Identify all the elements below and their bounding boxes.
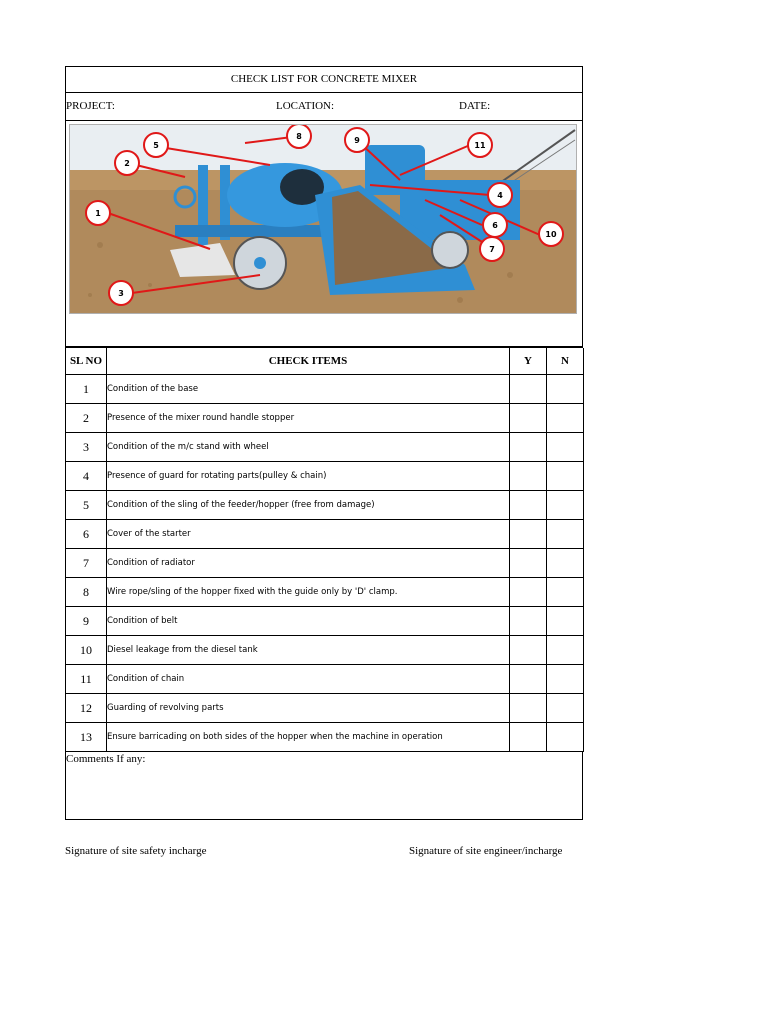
location-label: LOCATION: bbox=[276, 100, 335, 112]
row-no-cell[interactable] bbox=[547, 665, 584, 694]
row-sl-number: 6 bbox=[66, 520, 107, 549]
row-no-cell[interactable] bbox=[547, 607, 584, 636]
row-no-cell[interactable] bbox=[547, 694, 584, 723]
row-check-item: Cover of the starter bbox=[107, 520, 510, 549]
row-yes-cell[interactable] bbox=[510, 433, 547, 462]
row-no-cell[interactable] bbox=[547, 549, 584, 578]
comments-label: Comments If any: bbox=[66, 753, 146, 765]
table-row bbox=[66, 665, 584, 694]
callout-11 bbox=[468, 133, 492, 157]
callout-3 bbox=[109, 281, 133, 305]
row-yes-cell[interactable] bbox=[510, 520, 547, 549]
row-check-item: Condition of the sling of the feeder/hopper (free from damage) bbox=[107, 491, 510, 520]
table-header-row bbox=[66, 348, 584, 375]
header-sl-no: SL NO bbox=[66, 348, 107, 375]
comments-box[interactable] bbox=[65, 752, 583, 820]
callout-9 bbox=[345, 128, 369, 152]
signature-safety-incharge: Signature of site safety incharge bbox=[65, 845, 207, 857]
row-no-cell[interactable] bbox=[547, 375, 584, 404]
row-yes-cell[interactable] bbox=[510, 665, 547, 694]
callout-4 bbox=[488, 183, 512, 207]
row-sl-number: 9 bbox=[66, 607, 107, 636]
svg-text:11: 11 bbox=[474, 141, 486, 150]
table-row bbox=[66, 636, 584, 665]
row-no-cell[interactable] bbox=[547, 723, 584, 752]
row-sl-number: 13 bbox=[66, 723, 107, 752]
checklist-table bbox=[65, 348, 584, 752]
table-row bbox=[66, 694, 584, 723]
table-row bbox=[66, 578, 584, 607]
table-row bbox=[66, 607, 584, 636]
concrete-mixer-photo bbox=[69, 124, 577, 314]
table-row bbox=[66, 723, 584, 752]
date-label: DATE: bbox=[459, 100, 491, 112]
row-sl-number: 10 bbox=[66, 636, 107, 665]
row-sl-number: 8 bbox=[66, 578, 107, 607]
svg-text:8: 8 bbox=[296, 132, 302, 141]
row-check-item: Wire rope/sling of the hopper fixed with the guide only by 'D' clamp. bbox=[107, 578, 510, 607]
row-sl-number: 3 bbox=[66, 433, 107, 462]
row-check-item: Presence of the mixer round handle stopper bbox=[107, 404, 510, 433]
svg-text:2: 2 bbox=[124, 159, 130, 168]
row-sl-number: 2 bbox=[66, 404, 107, 433]
table-row bbox=[66, 433, 584, 462]
project-label: PROJECT: bbox=[66, 100, 115, 112]
row-no-cell[interactable] bbox=[547, 578, 584, 607]
header-yes: Y bbox=[510, 348, 547, 375]
table-row bbox=[66, 491, 584, 520]
callout-2 bbox=[115, 151, 139, 175]
svg-text:10: 10 bbox=[545, 230, 557, 239]
svg-text:1: 1 bbox=[95, 209, 101, 218]
row-check-item: Presence of guard for rotating parts(pulley & chain) bbox=[107, 462, 510, 491]
row-yes-cell[interactable] bbox=[510, 462, 547, 491]
row-no-cell[interactable] bbox=[547, 462, 584, 491]
row-yes-cell[interactable] bbox=[510, 375, 547, 404]
row-yes-cell[interactable] bbox=[510, 723, 547, 752]
table-row bbox=[66, 404, 584, 433]
form-header-box bbox=[65, 66, 583, 348]
row-sl-number: 11 bbox=[66, 665, 107, 694]
row-yes-cell[interactable] bbox=[510, 578, 547, 607]
callout-8 bbox=[287, 125, 311, 148]
row-check-item: Condition of belt bbox=[107, 607, 510, 636]
row-yes-cell[interactable] bbox=[510, 491, 547, 520]
row-sl-number: 5 bbox=[66, 491, 107, 520]
row-no-cell[interactable] bbox=[547, 636, 584, 665]
row-check-item: Guarding of revolving parts bbox=[107, 694, 510, 723]
callout-5 bbox=[144, 133, 168, 157]
row-yes-cell[interactable] bbox=[510, 694, 547, 723]
row-check-item: Condition of the base bbox=[107, 375, 510, 404]
row-check-item: Condition of the m/c stand with wheel bbox=[107, 433, 510, 462]
row-no-cell[interactable] bbox=[547, 433, 584, 462]
row-yes-cell[interactable] bbox=[510, 607, 547, 636]
meta-row bbox=[66, 93, 582, 121]
row-no-cell[interactable] bbox=[547, 404, 584, 433]
row-yes-cell[interactable] bbox=[510, 549, 547, 578]
row-check-item: Diesel leakage from the diesel tank bbox=[107, 636, 510, 665]
row-sl-number: 7 bbox=[66, 549, 107, 578]
row-check-item: Condition of chain bbox=[107, 665, 510, 694]
mixer-illustration bbox=[70, 125, 576, 313]
row-no-cell[interactable] bbox=[547, 491, 584, 520]
table-row bbox=[66, 375, 584, 404]
row-no-cell[interactable] bbox=[547, 520, 584, 549]
header-check-items: CHECK ITEMS bbox=[107, 348, 510, 375]
callout-1 bbox=[86, 201, 110, 225]
form-title: CHECK LIST FOR CONCRETE MIXER bbox=[66, 67, 582, 93]
svg-text:6: 6 bbox=[492, 221, 498, 230]
header-no: N bbox=[547, 348, 584, 375]
photo-row bbox=[66, 121, 582, 347]
svg-text:3: 3 bbox=[118, 289, 124, 298]
svg-text:4: 4 bbox=[497, 191, 503, 200]
checklist-form bbox=[65, 66, 583, 820]
row-yes-cell[interactable] bbox=[510, 404, 547, 433]
callout-10 bbox=[539, 222, 563, 246]
svg-text:5: 5 bbox=[153, 141, 159, 150]
row-check-item: Condition of radiator bbox=[107, 549, 510, 578]
table-row bbox=[66, 520, 584, 549]
table-row bbox=[66, 549, 584, 578]
row-check-item: Ensure barricading on both sides of the hopper when the machine in operation bbox=[107, 723, 510, 752]
row-sl-number: 4 bbox=[66, 462, 107, 491]
svg-text:9: 9 bbox=[354, 136, 360, 145]
row-yes-cell[interactable] bbox=[510, 636, 547, 665]
signature-site-engineer: Signature of site engineer/incharge bbox=[409, 845, 563, 857]
callout-6 bbox=[483, 213, 507, 237]
svg-text:7: 7 bbox=[489, 245, 495, 254]
callout-7 bbox=[480, 237, 504, 261]
table-row bbox=[66, 462, 584, 491]
row-sl-number: 1 bbox=[66, 375, 107, 404]
row-sl-number: 12 bbox=[66, 694, 107, 723]
